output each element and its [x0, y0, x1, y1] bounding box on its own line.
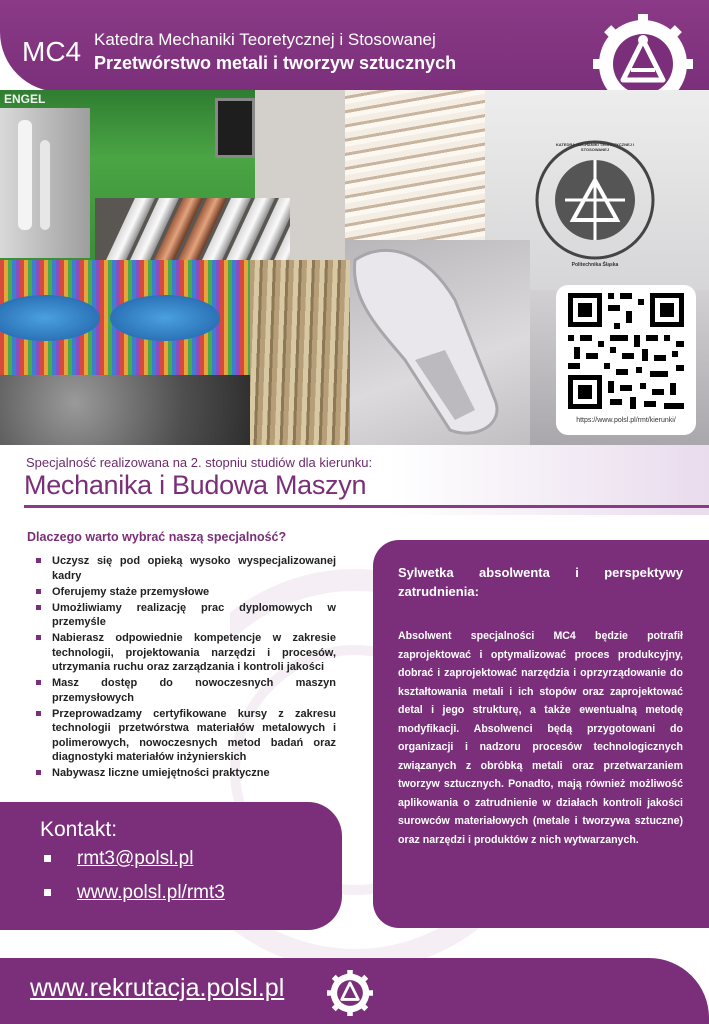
seal-bottom-text: Politechnika Śląska [571, 262, 619, 268]
photo-collage [0, 90, 709, 445]
gear-logo-icon [327, 970, 373, 1016]
qr-code-icon[interactable] [556, 285, 696, 415]
3d-print-photo [345, 240, 530, 445]
contact-title: Kontakt: [40, 818, 118, 841]
list-item: Uczysz się pod opieką wysoko wyspecjalizowanej kadry [36, 554, 336, 583]
pipes-photo [95, 198, 290, 263]
program-divider [24, 505, 709, 508]
contact-website-row [44, 882, 225, 904]
list-item: Nabywasz liczne umiejętności praktyczne [36, 766, 336, 781]
specialization-name: Przetwórstwo metali i tworzyw sztucznych [94, 53, 457, 73]
graduate-profile-text: Absolwent specjalności MC4 będzie potrafił zaprojektować i optymalizować proces produkcyjny, dobrać i zaprojektować narzędzia i oprzyrządowanie do kształtowania metali i ich stopów oraz zaprojektować detal i jego strukturę, a także ewentualną metodę modyfikacji. Absolwenci będą przygotowani do organizacji i nadzoru procesów technologicznych związanych z obróbką metali oraz przetwarzaniem tworzyw sztucznych. Ponadto, mają również możliwość aplikowania o zatrudnienie w działach kontroli jakości surowców materiałowych (metale i tworzywa sztuczne) oraz narzędzi i produktów z nich wytwarzanych. [398, 630, 683, 846]
qr-code-card[interactable] [556, 285, 696, 435]
qr-caption: https://www.polsl.pl/rmt/kierunki/ [576, 417, 676, 424]
recruitment-link[interactable]: www.rekrutacja.polsl.pl [30, 974, 285, 1002]
sem-micrograph-photo [0, 375, 250, 445]
program-title: Mechanika i Budowa Maszyn [24, 470, 367, 500]
why-choose-title: Dlaczego warto wybrać naszą specjalność? [27, 530, 287, 544]
list-item: Masz dostęp do nowoczesnych maszyn przemysłowych [36, 676, 336, 705]
composite-photo [250, 260, 350, 445]
layered-sample-photo [345, 90, 485, 240]
bullet-icon [44, 889, 51, 896]
benefits-list [36, 554, 336, 782]
department-name: Katedra Mechaniki Teoretycznej i Stosowanej [94, 30, 436, 49]
program-subtitle: Specjalność realizowana na 2. stopniu studiów dla kierunku: [26, 455, 373, 470]
list-item: Oferujemy staże przemysłowe [36, 585, 336, 600]
list-item: Nabierasz odpowiednie kompetencje w zakresie technologii, projektowania narzędzi i procesów, utrzymania ruchu oraz zarządzania i kontroli jakości [36, 631, 336, 675]
contact-email-row [44, 848, 193, 870]
graduate-profile-title: Sylwetka absolwenta i perspektywy zatrudnienia: [398, 565, 683, 599]
list-item: Umożliwiamy realizację prac dyplomowych w przemyśle [36, 601, 336, 630]
list-item: Przeprowadzamy certyfikowane kursy z zakresu technologii przetwórstwa materiałów metalowych i polimerowych, nowoczesnych metod badań oraz diagnostyki materiałów inżynierskich [36, 707, 336, 765]
machine-brand-label: ENGEL [4, 92, 46, 106]
specialization-code: MC4 [22, 36, 82, 67]
bullet-icon [44, 855, 51, 862]
contact-email-link[interactable]: rmt3@polsl.pl [77, 848, 194, 869]
contact-website-link[interactable]: www.polsl.pl/rmt3 [77, 882, 225, 903]
seal-text: KATEDRA MECHANIKI TEORETYCZNEJ I STOSOWANEJ [555, 142, 635, 152]
simulation-photo [0, 260, 250, 375]
